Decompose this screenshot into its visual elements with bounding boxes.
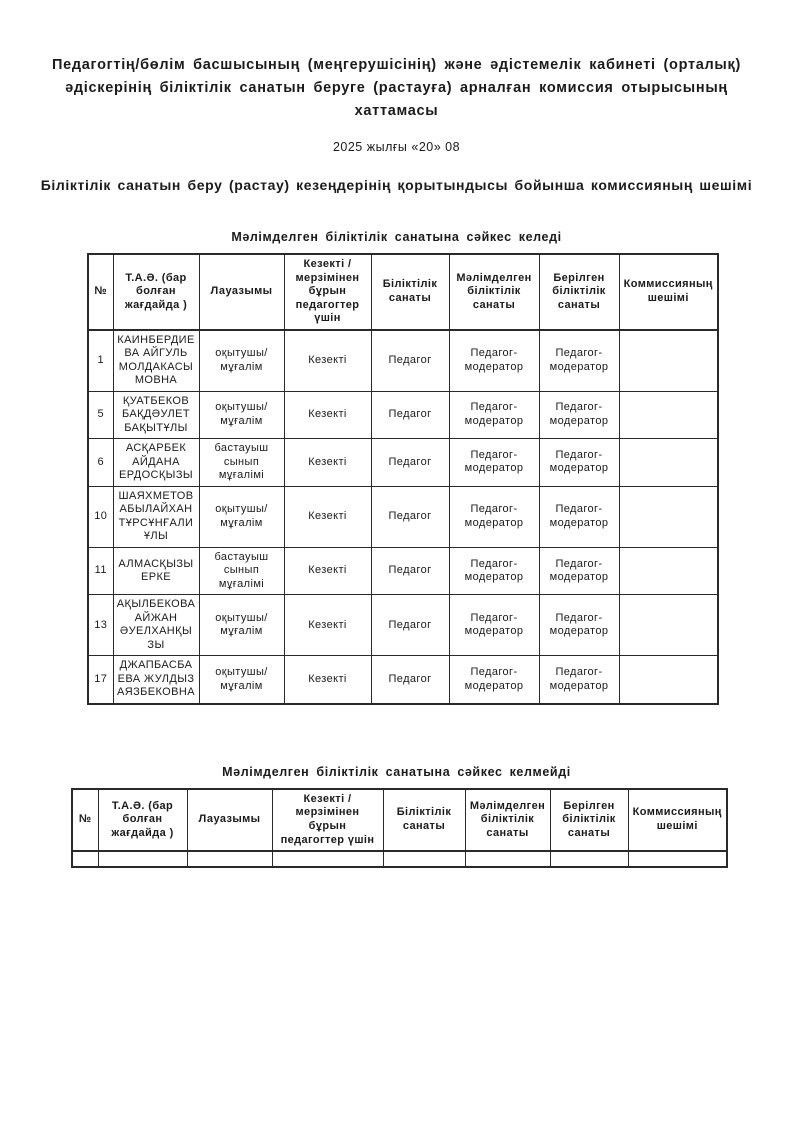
table-row bbox=[88, 486, 718, 547]
cell-qualification-category: Педагог bbox=[371, 439, 449, 487]
cell-qualification-category: Педагог bbox=[371, 330, 449, 392]
cell-number: 1 bbox=[88, 330, 113, 392]
cell-full-name bbox=[98, 851, 187, 867]
cell-assigned-category: Педагог-модератор bbox=[539, 330, 619, 392]
cell-claimed-category: Педагог-модератор bbox=[449, 486, 539, 547]
cell-commission-decision bbox=[619, 330, 718, 392]
cell-qualification-category: Педагог bbox=[371, 486, 449, 547]
column-header: Кезекті / мерзімінен бұрын педагогтер үшін bbox=[272, 789, 383, 851]
cell-full-name: АСҚАРБЕК АЙДАНА ЕРДОСҚЫЗЫ bbox=[113, 439, 199, 487]
table-row bbox=[88, 391, 718, 439]
cell-attestation-type: Кезекті bbox=[284, 486, 371, 547]
qualification-table-no-match bbox=[71, 788, 728, 868]
cell-claimed-category: Педагог-модератор bbox=[449, 391, 539, 439]
column-header: Коммиссияның шешімі bbox=[619, 254, 718, 330]
cell-commission-decision bbox=[619, 391, 718, 439]
cell-attestation-type: Кезекті bbox=[284, 330, 371, 392]
cell-claimed-category: Педагог-модератор bbox=[449, 439, 539, 487]
column-header: № bbox=[88, 254, 113, 330]
cell-claimed-category: Педагог-модератор bbox=[449, 656, 539, 704]
cell-assigned-category bbox=[550, 851, 628, 867]
cell-position: оқытушы/мұғалім bbox=[199, 656, 284, 704]
table-row bbox=[72, 851, 727, 867]
cell-qualification-category: Педагог bbox=[371, 595, 449, 656]
decision-heading: Біліктілік санатын беру (растау) кезеңдерінің қорытындысы бойынша комиссияның шешімі bbox=[40, 177, 753, 193]
cell-number: 5 bbox=[88, 391, 113, 439]
cell-commission-decision bbox=[619, 595, 718, 656]
cell-number bbox=[72, 851, 98, 867]
document-date: 2025 жылғы «20» 08 bbox=[332, 140, 461, 154]
column-header: № bbox=[72, 789, 98, 851]
table-row bbox=[88, 330, 718, 392]
cell-position: оқытушы/мұғалім bbox=[199, 486, 284, 547]
column-header: Лауазымы bbox=[199, 254, 284, 330]
cell-attestation-type: Кезекті bbox=[284, 439, 371, 487]
cell-claimed-category: Педагог-модератор bbox=[449, 595, 539, 656]
column-header: Берілген біліктілік санаты bbox=[550, 789, 628, 851]
cell-full-name: АЛМАСҚЫЗЫ ЕРКЕ bbox=[113, 547, 199, 595]
cell-assigned-category: Педагог-модератор bbox=[539, 486, 619, 547]
cell-full-name: АҚЫЛБЕКОВА АЙЖАН ӘУЕЛХАНҚЫЗЫ bbox=[113, 595, 199, 656]
cell-attestation-type: Кезекті bbox=[284, 547, 371, 595]
table-header-row bbox=[72, 789, 727, 851]
column-header: Мәлімделген біліктілік санаты bbox=[465, 789, 550, 851]
cell-commission-decision bbox=[619, 486, 718, 547]
cell-number: 10 bbox=[88, 486, 113, 547]
section-category-matches bbox=[40, 230, 753, 705]
cell-assigned-category: Педагог-модератор bbox=[539, 595, 619, 656]
cell-position: оқытушы/мұғалім bbox=[199, 391, 284, 439]
document-title: Педагогтің/бөлім басшысының (меңгерушісінің) және әдістемелік кабинеті (орталық) әдіскерінің біліктілік санатын беруге (растауға) арналған комиссия отырысының хаттамасы bbox=[52, 57, 741, 119]
cell-attestation-type: Кезекті bbox=[284, 656, 371, 704]
cell-attestation-type: Кезекті bbox=[284, 595, 371, 656]
cell-full-name: ҚУАТБЕКОВ БАҚДӘУЛЕТ БАҚЫТҰЛЫ bbox=[113, 391, 199, 439]
section-matches-heading: Мәлімделген біліктілік санатына сәйкес келеді bbox=[231, 230, 562, 244]
cell-qualification-category: Педагог bbox=[371, 656, 449, 704]
cell-full-name: КАИНБЕРДИЕВА АЙГУЛЬ МОЛДАКАСЫМОВНА bbox=[113, 330, 199, 392]
cell-number: 13 bbox=[88, 595, 113, 656]
cell-number: 6 bbox=[88, 439, 113, 487]
cell-position: бастауыш сынып мұғалімі bbox=[199, 547, 284, 595]
column-header: Т.А.Ә. (бар болған жағдайда ) bbox=[98, 789, 187, 851]
cell-commission-decision bbox=[619, 547, 718, 595]
cell-assigned-category: Педагог-модератор bbox=[539, 391, 619, 439]
cell-commission-decision bbox=[628, 851, 727, 867]
section-category-no-match bbox=[40, 765, 753, 868]
cell-assigned-category: Педагог-модератор bbox=[539, 547, 619, 595]
cell-position: оқытушы/мұғалім bbox=[199, 595, 284, 656]
table-row bbox=[88, 656, 718, 704]
cell-commission-decision bbox=[619, 656, 718, 704]
column-header: Кезекті / мерзімінен бұрын педагогтер үшін bbox=[284, 254, 371, 330]
column-header: Коммиссияның шешімі bbox=[628, 789, 727, 851]
cell-qualification-category: Педагог bbox=[371, 391, 449, 439]
cell-attestation-type bbox=[272, 851, 383, 867]
column-header: Т.А.Ә. (бар болған жағдайда ) bbox=[113, 254, 199, 330]
cell-qualification-category: Педагог bbox=[371, 547, 449, 595]
column-header: Біліктілік санаты bbox=[383, 789, 465, 851]
column-header: Біліктілік санаты bbox=[371, 254, 449, 330]
table-row bbox=[88, 547, 718, 595]
cell-position: оқытушы/мұғалім bbox=[199, 330, 284, 392]
cell-claimed-category: Педагог-модератор bbox=[449, 330, 539, 392]
column-header: Лауазымы bbox=[187, 789, 272, 851]
table-row bbox=[88, 439, 718, 487]
cell-assigned-category: Педагог-модератор bbox=[539, 439, 619, 487]
cell-assigned-category: Педагог-модератор bbox=[539, 656, 619, 704]
column-header: Берілген біліктілік санаты bbox=[539, 254, 619, 330]
cell-claimed-category bbox=[465, 851, 550, 867]
qualification-table-matches bbox=[87, 253, 719, 705]
cell-position bbox=[187, 851, 272, 867]
cell-commission-decision bbox=[619, 439, 718, 487]
cell-number: 17 bbox=[88, 656, 113, 704]
section-no-match-heading: Мәлімделген біліктілік санатына сәйкес келмейді bbox=[222, 764, 571, 779]
cell-claimed-category: Педагог-модератор bbox=[449, 547, 539, 595]
table-row bbox=[88, 595, 718, 656]
table-header-row bbox=[88, 254, 718, 330]
cell-number: 11 bbox=[88, 547, 113, 595]
column-header: Мәлімделген біліктілік санаты bbox=[449, 254, 539, 330]
cell-position: бастауыш сынып мұғалімі bbox=[199, 439, 284, 487]
cell-qualification-category bbox=[383, 851, 465, 867]
cell-full-name: ШАЯХМЕТОВ АБЫЛАЙХАН ТҰРСҰНҒАЛИҰЛЫ bbox=[113, 486, 199, 547]
cell-full-name: ДЖАПБАСБАЕВА ЖУЛДЫЗ АЯЗБЕКОВНА bbox=[113, 656, 199, 704]
cell-attestation-type: Кезекті bbox=[284, 391, 371, 439]
